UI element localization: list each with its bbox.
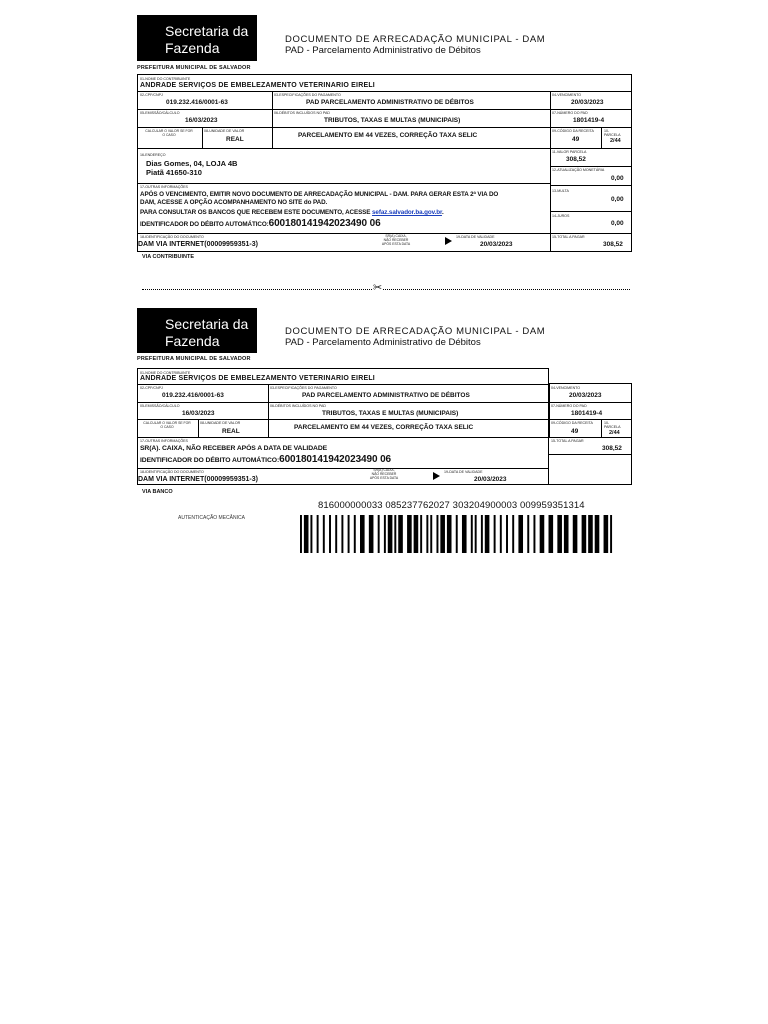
- barcode-bar: [481, 515, 483, 553]
- label-unidade: 08-UNIDADE DE VALOR: [204, 129, 245, 133]
- label-vencimento: 04-VENCIMENTO: [552, 93, 582, 97]
- label-validade: 19-DATA DE VALIDADE: [444, 470, 483, 474]
- atualizacao-value: 0,00: [611, 175, 624, 182]
- valor-parcela-value: 308,52: [566, 156, 586, 163]
- via-contribuinte: VIA CONTRIBUINTE: [142, 254, 195, 260]
- barcode-bar: [300, 515, 302, 553]
- barcode-bar: [549, 515, 554, 553]
- label-outras: 17-OUTRAS INFORMAÇÕES: [140, 439, 188, 443]
- label-total: 15-TOTAL A PAGAR: [551, 439, 584, 443]
- identificador-value: 600180141942023490 06: [268, 218, 381, 229]
- barcode-bar: [573, 515, 578, 553]
- barcode-bar: [440, 515, 445, 553]
- label-calcular: CALCULAR O VALOR SE FOR O CASO: [145, 129, 193, 137]
- barcode-bar: [384, 515, 386, 553]
- logo-line1: Secretaria da: [165, 23, 249, 39]
- nome-contribuinte: ANDRADE SERVIÇOS DE EMBELEZAMENTO VETERINARIO EIRELI: [140, 375, 375, 382]
- right-column-2-bottom: [548, 454, 632, 485]
- numero-pad-value: 1801419-4: [571, 410, 603, 417]
- endereco-line2: Piatã 41650-310: [146, 168, 202, 177]
- autenticacao-mecanica: AUTENTICAÇÃO MECÂNICA: [178, 515, 245, 521]
- barcode-bar: [533, 515, 535, 553]
- barcode-bar: [564, 515, 569, 553]
- barcode-bar: [335, 515, 337, 553]
- label-codigo-receita: 09-CÓDIGO DA RECEITA: [552, 129, 594, 133]
- barcode-bar: [323, 515, 325, 553]
- outras-line1: APÓS O VENCIMENTO, EMITIR NOVO DOCUMENTO DE ARRECADAÇÃO MUNICIPAL - DAM. PARA GERAR ESTA 2ª VIA DO: [140, 191, 499, 198]
- cpf-value: 019.232.416/0001-63: [162, 392, 224, 399]
- barcode-bar: [557, 515, 562, 553]
- label-especificacoes: 03-ESPECIFICAÇÕES DO PAGAMENTO: [270, 386, 337, 390]
- doc-title: DOCUMENTO DE ARRECADAÇÃO MUNICIPAL - DAM: [285, 326, 546, 337]
- logo-line1: Secretaria da: [165, 316, 249, 332]
- doc-title: DOCUMENTO DE ARRECADAÇÃO MUNICIPAL - DAM: [285, 34, 546, 45]
- barcode-bar: [588, 515, 593, 553]
- barcode-bar: [506, 515, 508, 553]
- label-emissao: 05-EMISSÃO/CÁLCULO: [140, 404, 180, 408]
- parcelamento-value: PARCELAMENTO EM 44 VEZES, CORREÇÃO TAXA SELIC: [298, 132, 478, 139]
- logo-block-2: [137, 308, 257, 353]
- cpf-value: 019.232.416/0001-63: [166, 99, 228, 106]
- label-vencimento: 04-VENCIMENTO: [551, 386, 581, 390]
- identificador-label: IDENTIFICADOR DO DÉBITO AUTOMÁTICO:: [140, 221, 269, 228]
- total-value: 308,52: [602, 445, 622, 452]
- prefeitura-label: PREFEITURA MUNICIPAL DE SALVADOR: [137, 65, 251, 71]
- label-valor-parcela: 11-VALOR PARCELA: [552, 150, 587, 154]
- barcode-bar: [475, 515, 477, 553]
- total-value: 308,52: [603, 241, 623, 248]
- barcode-bar: [310, 515, 312, 553]
- logo-line2: Fazenda: [165, 40, 220, 56]
- dam-form-2: [137, 368, 549, 485]
- label-calcular: CALCULAR O VALOR SE FOR O CASO: [143, 421, 191, 429]
- nome-contribuinte: ANDRADE SERVIÇOS DE EMBELEZAMENTO VETERINARIO EIRELI: [140, 82, 375, 89]
- validade-value: 20/03/2023: [480, 241, 513, 248]
- sr-caixa-note: SR(A) CAIXA, NÃO RECEBER APÓS ESTA DATA: [381, 234, 411, 246]
- label-identificacao: 18-IDENTIFICAÇÃO DO DOCUMENTO: [140, 470, 204, 474]
- barcode-bar: [430, 515, 432, 553]
- label-especificacoes: 03-ESPECIFICAÇÕES DO PAGAMENTO: [274, 93, 341, 97]
- especificacao-value: PAD PARCELAMENTO ADMINISTRATIVO DE DÉBITOS: [306, 99, 474, 106]
- barcode-bar: [485, 515, 490, 553]
- label-juros: 14-JUROS: [552, 214, 570, 218]
- emissao-value: 16/03/2023: [185, 117, 218, 124]
- parcela-value: 2/44: [609, 430, 620, 436]
- label-parcela: PARCELA: [604, 425, 621, 429]
- barcode-bar: [595, 515, 600, 553]
- label-parcela: PARCELA: [604, 133, 621, 137]
- label-atualizacao: 12-ATUALIZAÇÃO MONETÁRIA: [552, 168, 605, 172]
- barcode-bar: [604, 515, 609, 553]
- via-banco: VIA BANCO: [142, 489, 173, 495]
- outras-line3-end: .: [441, 209, 444, 216]
- arrow-right-icon: [445, 237, 452, 245]
- doc-subtitle: PAD - Parcelamento Administrativo de Débitos: [285, 337, 481, 348]
- multa-value: 0,00: [611, 196, 624, 203]
- especificacao-value: PAD PARCELAMENTO ADMINISTRATIVO DE DÉBITOS: [302, 392, 470, 399]
- label-nome: 01-NOME DO CONTRIBUINTE: [140, 371, 191, 375]
- barcode-bar: [462, 515, 467, 553]
- codigo-receita-value: 49: [572, 136, 580, 143]
- label-cpf: 02-CPF/CNPJ: [140, 93, 163, 97]
- label-unidade: 08-UNIDADE DE VALOR: [200, 421, 241, 425]
- label-total: 15-TOTAL A PAGAR: [552, 235, 585, 239]
- barcode-bar: [388, 515, 393, 553]
- barcode-bar: [447, 515, 452, 553]
- doc-subtitle: PAD - Parcelamento Administrativo de Débitos: [285, 45, 481, 56]
- parcelamento-value: PARCELAMENTO EM 44 VEZES, CORREÇÃO TAXA SELIC: [294, 424, 474, 431]
- label-endereco: 16-ENDEREÇO: [140, 153, 166, 157]
- outras-line3: [140, 209, 444, 216]
- barcode-bar: [378, 515, 380, 553]
- barcode-bar: [317, 515, 319, 553]
- barcode-bar: [540, 515, 545, 553]
- label-debitos: 06-DÉBITOS INCLUÍDOS NO PAD: [274, 111, 330, 115]
- barcode-bar: [304, 515, 309, 553]
- barcode-bar: [426, 515, 428, 553]
- barcode-bar: [436, 515, 438, 553]
- identificador-row: [140, 218, 381, 229]
- arrow-right-icon: [433, 472, 440, 480]
- cut-line: [142, 289, 630, 290]
- identificador-label: IDENTIFICADOR DO DÉBITO AUTOMÁTICO:: [140, 457, 280, 464]
- parcela-value: 2/44: [610, 138, 621, 144]
- outras-line3-text: PARA CONSULTAR OS BANCOS QUE RECEBEM ESTE DOCUMENTO, ACESSE: [140, 209, 373, 216]
- barcode-bar: [512, 515, 514, 553]
- label-outras: 17-OUTRAS INFORMAÇÕES: [140, 185, 188, 189]
- logo-block-1: [137, 15, 257, 61]
- label-emissao: 05-EMISSÃO/CÁLCULO: [140, 111, 180, 115]
- label-numero-pad: 07-NÚMERO DO PAD: [552, 111, 588, 115]
- sefaz-link[interactable]: sefaz.salvador.ba.gov.br: [372, 209, 442, 216]
- debitos-value: TRIBUTOS, TAXAS E MULTAS (MUNICIPAIS): [322, 410, 459, 417]
- label-numero-pad: 07-NÚMERO DO PAD: [551, 404, 587, 408]
- barcode-bar: [329, 515, 331, 553]
- unidade-value: REAL: [226, 136, 244, 143]
- right-column-2: [548, 383, 632, 455]
- juros-value: 0,00: [611, 220, 624, 227]
- barcode-number: 816000000033 085237762027 303204900003 009959351314: [318, 500, 585, 511]
- barcode-bar: [494, 515, 496, 553]
- identificacao-value: DAM VIA INTERNET(00009959351-3): [138, 241, 258, 248]
- label-parcela-num: 10-: [604, 421, 610, 425]
- vencimento-value: 20/03/2023: [569, 392, 602, 399]
- numero-pad-value: 1801419-4: [573, 117, 605, 124]
- barcode-bar: [407, 515, 412, 553]
- barcode-bar: [610, 515, 612, 553]
- barcode-bar: [527, 515, 529, 553]
- codigo-receita-value: 49: [571, 428, 579, 435]
- label-identificacao: 18-IDENTIFICAÇÃO DO DOCUMENTO: [140, 235, 204, 239]
- barcode-bar: [471, 515, 473, 553]
- endereco-line1: Dias Gomes, 04, LOJA 4B: [146, 159, 238, 168]
- barcode-bar: [360, 515, 365, 553]
- label-validade: 19-DATA DE VALIDADE: [456, 235, 495, 239]
- barcode-bar: [582, 515, 587, 553]
- label-multa: 13-MULTA: [552, 189, 569, 193]
- barcode-bar: [354, 515, 356, 553]
- barcode-bar: [456, 515, 458, 553]
- label-parcela-num: 10-: [604, 129, 610, 133]
- identificador-value: 600180141942023490 06: [279, 454, 392, 465]
- validade-value: 20/03/2023: [474, 476, 507, 483]
- barcode-bar: [369, 515, 374, 553]
- barcode-bar: [500, 515, 502, 553]
- label-nome: 01-NOME DO CONTRIBUINTE: [140, 77, 191, 81]
- barcode: [298, 515, 616, 553]
- sr-caixa-note: SR(A) CAIXA, NÃO RECEBER APÓS ESTA DATA: [369, 468, 399, 480]
- identificacao-value: DAM VIA INTERNET(00009959351-3): [138, 476, 258, 483]
- outras-line2: DAM, ACESSE A OPÇÃO ACOMPANHAMENTO NO SITE do PAD.: [140, 199, 328, 206]
- outras-line1: SR(A). CAIXA, NÃO RECEBER APÓS A DATA DE VALIDADE: [140, 445, 328, 452]
- debitos-value: TRIBUTOS, TAXAS E MULTAS (MUNICIPAIS): [324, 117, 461, 124]
- identificador-row: [140, 454, 391, 465]
- scissors-icon: ✂: [373, 282, 383, 294]
- barcode-bar: [348, 515, 350, 553]
- barcode-bar: [518, 515, 523, 553]
- logo-line2: Fazenda: [165, 333, 220, 349]
- label-cpf: 02-CPF/CNPJ: [140, 386, 163, 390]
- unidade-value: REAL: [222, 428, 240, 435]
- barcode-bar: [420, 515, 422, 553]
- label-debitos: 06-DÉBITOS INCLUÍDOS NO PAD: [270, 404, 326, 408]
- barcode-bar: [341, 515, 343, 553]
- label-codigo-receita: 09-CÓDIGO DA RECEITA: [551, 421, 593, 425]
- vencimento-value: 20/03/2023: [571, 99, 604, 106]
- barcode-bar: [398, 515, 403, 553]
- emissao-value: 16/03/2023: [182, 410, 215, 417]
- barcode-bar: [414, 515, 419, 553]
- barcode-bar: [394, 515, 396, 553]
- dam-form-1: [137, 74, 632, 252]
- prefeitura-label: PREFEITURA MUNICIPAL DE SALVADOR: [137, 356, 251, 362]
